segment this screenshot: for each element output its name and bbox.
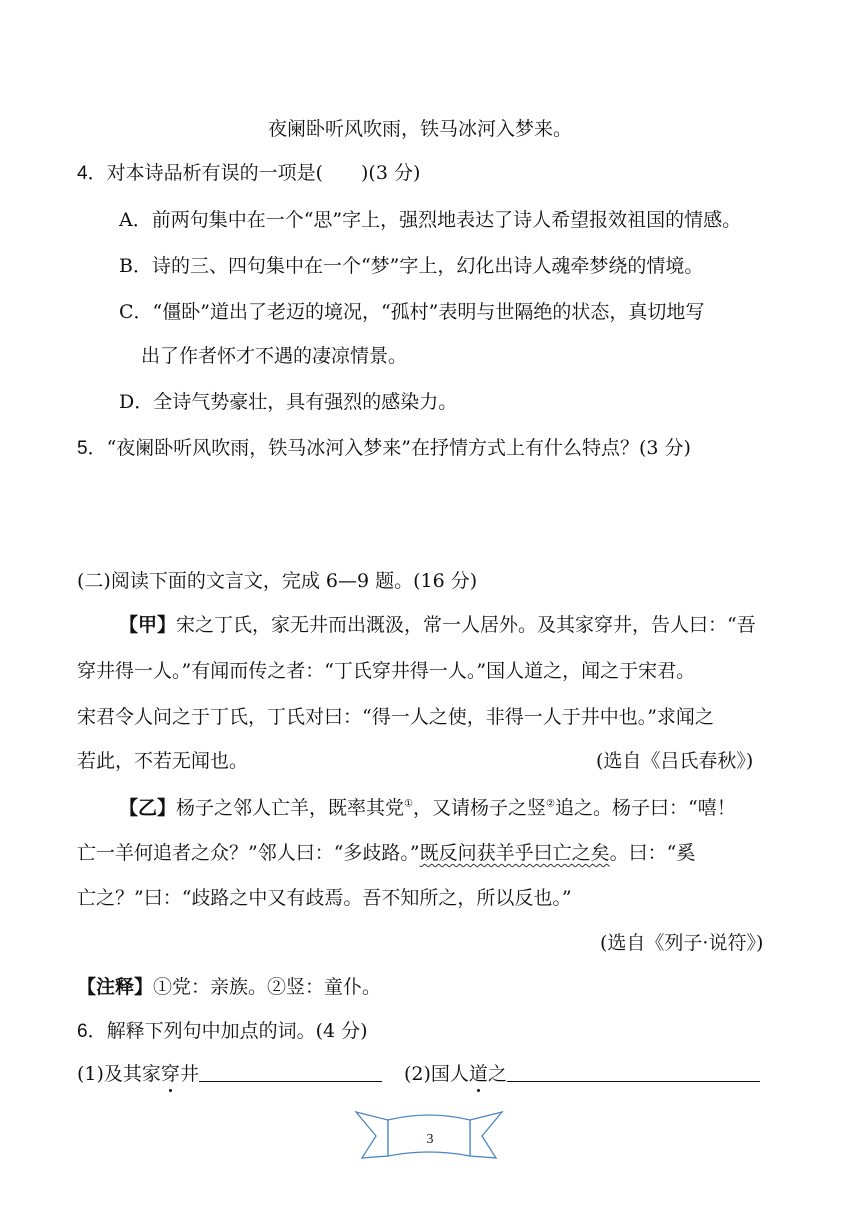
q6-number: 6． [77, 1021, 107, 1042]
notes-label: 【注释】 [77, 976, 154, 998]
passage-yi-text2b: 。曰：“奚 [609, 842, 696, 864]
dotted-word: 穿 [160, 1063, 180, 1085]
q4-number: 4． [77, 163, 107, 184]
q6-item-2 [404, 1062, 760, 1086]
dotted-word: 道 [468, 1063, 488, 1085]
footnote-marker-2: ② [546, 798, 555, 810]
notes-text: ①党：亲族。②竖：童仆。 [153, 976, 382, 998]
passage-yi-line1 [119, 796, 736, 820]
answer-blank[interactable] [507, 1063, 760, 1082]
q6-text: 解释下列句中加点的词。(4 分) [106, 1020, 368, 1042]
passage-yi-text2a: 亡一羊何追者之众？”邻人曰：“多歧路。” [77, 842, 420, 864]
q5-text: “夜阑卧听风吹雨，铁马冰河入梦来”在抒情方式上有什么特点？(3 分) [106, 437, 691, 459]
passage-jia-source: (选自《吕氏春秋》) [596, 750, 754, 772]
passage-yi-text1a: 杨子之邻人亡羊，既率其党 [176, 797, 405, 819]
q6-item-2-suffix: 之 [487, 1063, 507, 1085]
passage-jia-line1 [119, 613, 756, 637]
q4-text: 对本诗品析有误的一项是( )(3 分) [106, 162, 421, 184]
answer-blank[interactable] [199, 1063, 382, 1082]
q6-item-1-suffix: 井 [179, 1063, 199, 1085]
section2-intro: (二)阅读下面的文言文，完成 6—9 题。(16 分) [77, 570, 478, 592]
q5-stem [77, 436, 691, 461]
q6-item-1-prefix: (1)及其家 [77, 1063, 161, 1085]
poem-line: 夜阑卧听风吹雨，铁马冰河入梦来。 [268, 118, 573, 140]
q6-item-1 [77, 1062, 382, 1086]
q4-stem [77, 161, 420, 186]
passage-jia-text1: 宋之丁氏，家无井而出溉汲，常一人居外。及其家穿井，告人曰：“吾 [176, 614, 756, 636]
passage-yi-text1c: 追之。杨子曰：“嘻！ [554, 797, 736, 819]
wavy-underlined-sentence: 既反问获羊乎曰亡之矣 [419, 842, 610, 864]
passage-jia-line3: 宋君令人问之于丁氏，丁氏对曰：“得一人之使，非得一人于井中也。”求闻之 [77, 706, 714, 728]
passage-jia-label: 【甲】 [119, 614, 177, 636]
q4-option-c-line1: C．“僵卧”道出了老迈的境况，“孤村”表明与世隔绝的状态，真切地写 [119, 301, 705, 323]
q4-option-c-line2: 出了作者怀才不遇的凄凉情景。 [141, 345, 408, 367]
passage-jia-line2: 穿井得一人。”有闻而传之者：“丁氏穿井得一人。”国人道之，闻之于宋君。 [77, 660, 696, 682]
q6-stem [77, 1019, 368, 1044]
passage-yi-line3: 亡之？”曰：“歧路之中又有歧焉。吾不知所之，所以反也。” [77, 887, 572, 909]
page-number: 3 [426, 1132, 434, 1147]
q5-number: 5． [77, 438, 107, 459]
passage-yi-source: (选自《列子·说符》) [600, 932, 764, 954]
passage-yi-line2 [77, 841, 695, 865]
footnote-marker-1: ① [404, 798, 413, 810]
q6-item-2-prefix: (2)国人 [404, 1063, 469, 1085]
passage-yi-label: 【乙】 [119, 797, 177, 819]
notes [77, 975, 381, 999]
passage-jia-line4: 若此，不若无闻也。 [77, 750, 249, 772]
passage-yi-text1b: ，又请杨子之竖 [413, 797, 547, 819]
q4-option-b: B．诗的三、四句集中在一个“梦”字上，幻化出诗人魂牵梦绕的情境。 [119, 255, 704, 277]
q4-option-a: A．前两句集中在一个“思”字上，强烈地表达了诗人希望报效祖国的情感。 [119, 209, 742, 231]
q4-option-d: D．全诗气势豪壮，具有强烈的感染力。 [119, 391, 458, 413]
